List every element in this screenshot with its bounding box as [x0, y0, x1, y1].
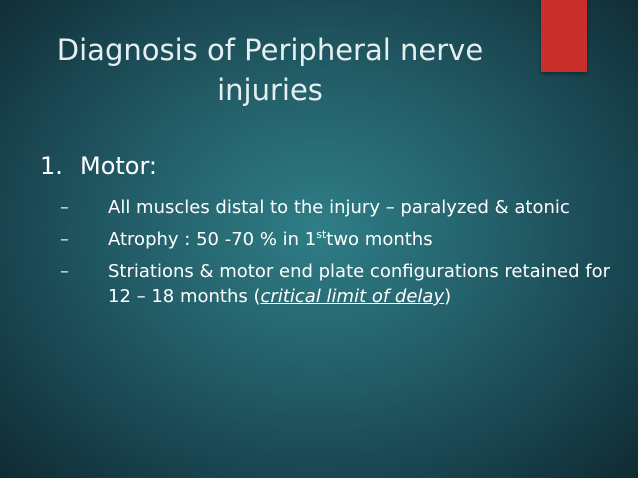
- bullet-text-pre: Striations & motor end plate configurations retained for 12 – 18 months (: [108, 261, 610, 307]
- section-heading: [40, 150, 157, 182]
- bullet-text: All muscles distal to the injury – paralyzed & atonic: [108, 197, 570, 218]
- bullet-item: [60, 259, 620, 309]
- title-line-2: injuries: [217, 73, 323, 107]
- emphasized-term: critical limit of delay: [260, 286, 445, 307]
- bullet-text-pre: Atrophy : 50 -70 % in 1: [108, 229, 317, 250]
- bullet-superscript: st: [316, 228, 327, 241]
- bullet-text-post: ): [444, 286, 452, 307]
- bullet-dash: –: [60, 261, 69, 282]
- red-accent-bar: [541, 0, 587, 72]
- title-line-1: Diagnosis of Peripheral nerve: [56, 33, 484, 67]
- section-number: 1.: [40, 152, 63, 180]
- bullet-item: [60, 195, 620, 220]
- bullet-dash: –: [60, 229, 69, 250]
- bullet-dash: –: [60, 197, 69, 218]
- bullet-item: [60, 227, 620, 252]
- bullet-text-post: two months: [326, 229, 433, 250]
- bullet-list: [60, 195, 620, 316]
- section-label: Motor:: [80, 152, 158, 180]
- slide-title: [20, 30, 520, 110]
